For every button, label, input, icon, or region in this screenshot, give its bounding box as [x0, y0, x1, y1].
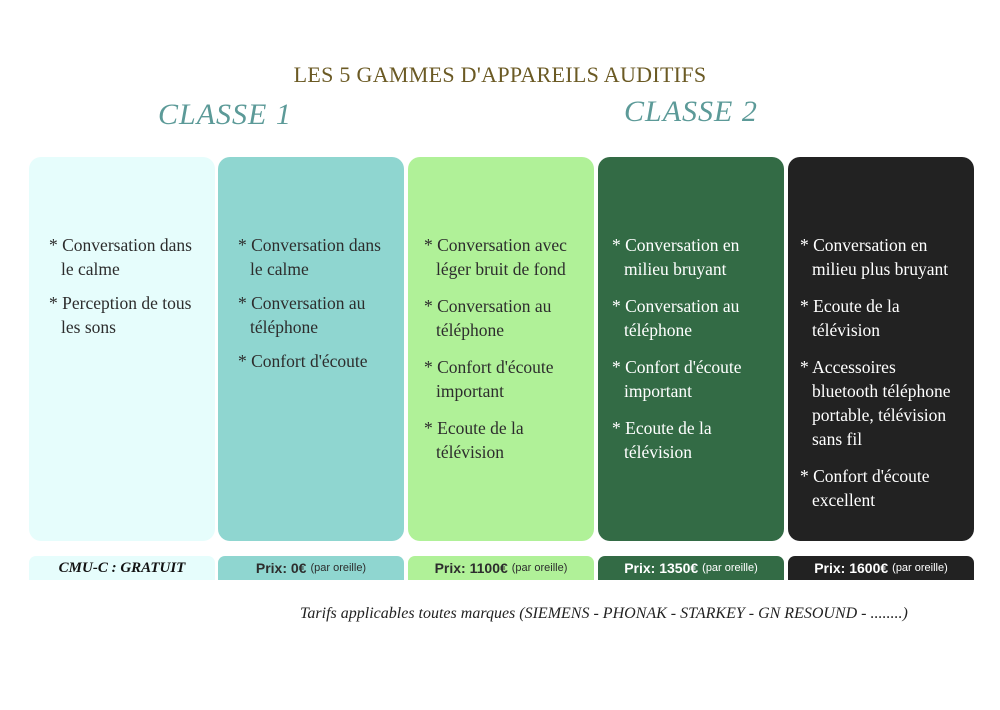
range-card-1 — [29, 157, 215, 541]
classe-2-heading: CLASSE 2 — [624, 95, 758, 128]
feature-item: * Ecoute de la télévision — [424, 416, 584, 464]
feature-item: * Conversation au téléphone — [612, 294, 774, 342]
price-note: (par oreille) — [892, 562, 948, 574]
feature-item: * Conversation au téléphone — [424, 294, 584, 342]
price-label-1 — [29, 556, 215, 580]
feature-list — [424, 233, 584, 464]
brands-footnote: Tarifs applicables toutes marques (SIEMENS - PHONAK - STARKEY - GN RESOUND - ........) — [300, 605, 908, 622]
price-label-5 — [788, 556, 974, 580]
feature-item: * Ecoute de la télévision — [612, 416, 774, 464]
price-value: Prix: 1600€ — [814, 560, 889, 576]
feature-item: * Conversation dans le calme — [238, 233, 394, 281]
price-label-3 — [408, 556, 594, 580]
feature-item: * Ecoute de la télévision — [800, 294, 966, 342]
feature-item: * Accessoires bluetooth téléphone portable, télévision sans fil — [800, 355, 966, 451]
price-note: (par oreille) — [310, 562, 367, 574]
price-note: (par oreille) — [702, 562, 758, 574]
feature-item: * Conversation dans le calme — [49, 233, 205, 281]
feature-list — [49, 233, 205, 339]
feature-item: * Conversation en milieu plus bruyant — [800, 233, 966, 281]
price-label-2 — [218, 556, 404, 580]
feature-item: * Conversation avec léger bruit de fond — [424, 233, 584, 281]
feature-item: * Confort d'écoute important — [424, 355, 584, 403]
price-value: Prix: 1100€ — [434, 560, 508, 576]
feature-list — [612, 233, 774, 464]
range-card-3 — [408, 157, 594, 541]
range-card-5 — [788, 157, 974, 541]
price-value: CMU-C : GRATUIT — [58, 559, 186, 576]
range-card-2 — [218, 157, 404, 541]
feature-item: * Confort d'écoute — [238, 349, 394, 373]
feature-list — [800, 233, 966, 512]
page-title: LES 5 GAMMES D'APPAREILS AUDITIFS — [293, 62, 707, 87]
feature-list — [238, 233, 394, 373]
price-value: Prix: 1350€ — [624, 560, 699, 576]
feature-item: * Conversation en milieu bruyant — [612, 233, 774, 281]
price-label-4 — [598, 556, 784, 580]
feature-item: * Perception de tous les sons — [49, 291, 205, 339]
range-card-4 — [598, 157, 784, 541]
feature-item: * Confort d'écoute important — [612, 355, 774, 403]
classe-1-heading: CLASSE 1 — [158, 98, 292, 131]
price-value: Prix: 0€ — [255, 560, 307, 576]
feature-item: * Confort d'écoute excellent — [800, 464, 966, 512]
price-note: (par oreille) — [511, 562, 568, 574]
feature-item: * Conversation au téléphone — [238, 291, 394, 339]
